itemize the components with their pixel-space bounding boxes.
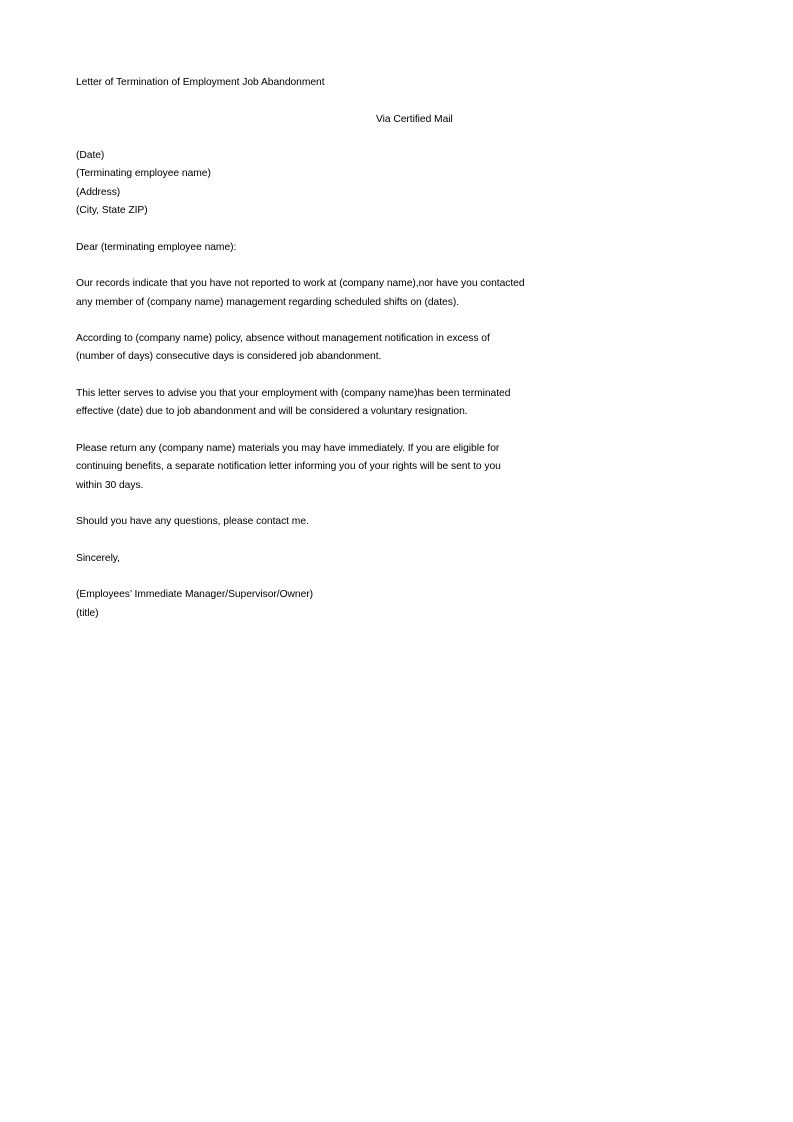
- signatory-role: (Employees’ Immediate Manager/Supervisor/Owner): [76, 589, 314, 601]
- spacer: [76, 129, 576, 147]
- recipient-name: (Terminating employee name): [76, 168, 211, 180]
- signatory-title: (title): [76, 607, 99, 619]
- recipient-block: [76, 147, 576, 220]
- delivery-method: Via Certified Mail: [376, 113, 453, 125]
- paragraph-line: within 30 days.: [76, 479, 144, 491]
- paragraph-termination: [76, 385, 576, 422]
- paragraph-line: Our records indicate that you have not reported to work at (company name),nor have you contacted: [76, 278, 525, 290]
- paragraph-line: Please return any (company name) materials you may have immediately. If you are eligible for: [76, 442, 500, 454]
- spacer: [76, 531, 576, 549]
- paragraph-line: Should you have any questions, please contact me.: [76, 516, 309, 528]
- paragraph-line: This letter serves to advise you that your employment with (company name)has been terminated: [76, 388, 511, 400]
- spacer: [76, 312, 576, 330]
- paragraph-line: (number of days) consecutive days is considered job abandonment.: [76, 351, 382, 363]
- closing: Sincerely,: [76, 552, 120, 564]
- spacer: [76, 257, 576, 275]
- recipient-city-state-zip: (City, State ZIP): [76, 205, 148, 217]
- recipient-date: (Date): [76, 150, 105, 162]
- termination-letter: [76, 74, 576, 623]
- salutation: Dear (terminating employee name):: [76, 241, 237, 253]
- letter-title: Letter of Termination of Employment Job Abandonment: [76, 77, 325, 88]
- paragraph-records: [76, 275, 576, 312]
- paragraph-line: continuing benefits, a separate notification letter informing you of your rights will be sent to you: [76, 461, 501, 473]
- paragraph-line: According to (company name) policy, absence without management notification in excess of: [76, 333, 490, 345]
- recipient-address: (Address): [76, 186, 121, 198]
- spacer: [76, 92, 576, 110]
- spacer: [76, 568, 576, 586]
- paragraph-questions: [76, 513, 576, 531]
- paragraph-line: effective (date) due to job abandonment and will be considered a voluntary resignation.: [76, 406, 468, 418]
- paragraph-line: any member of (company name) management regarding scheduled shifts on (dates).: [76, 296, 460, 308]
- signature-block: [76, 586, 576, 623]
- paragraph-materials-benefits: [76, 440, 576, 495]
- spacer: [76, 367, 576, 385]
- spacer: [76, 220, 576, 238]
- spacer: [76, 495, 576, 513]
- paragraph-policy: [76, 330, 576, 367]
- spacer: [76, 422, 576, 440]
